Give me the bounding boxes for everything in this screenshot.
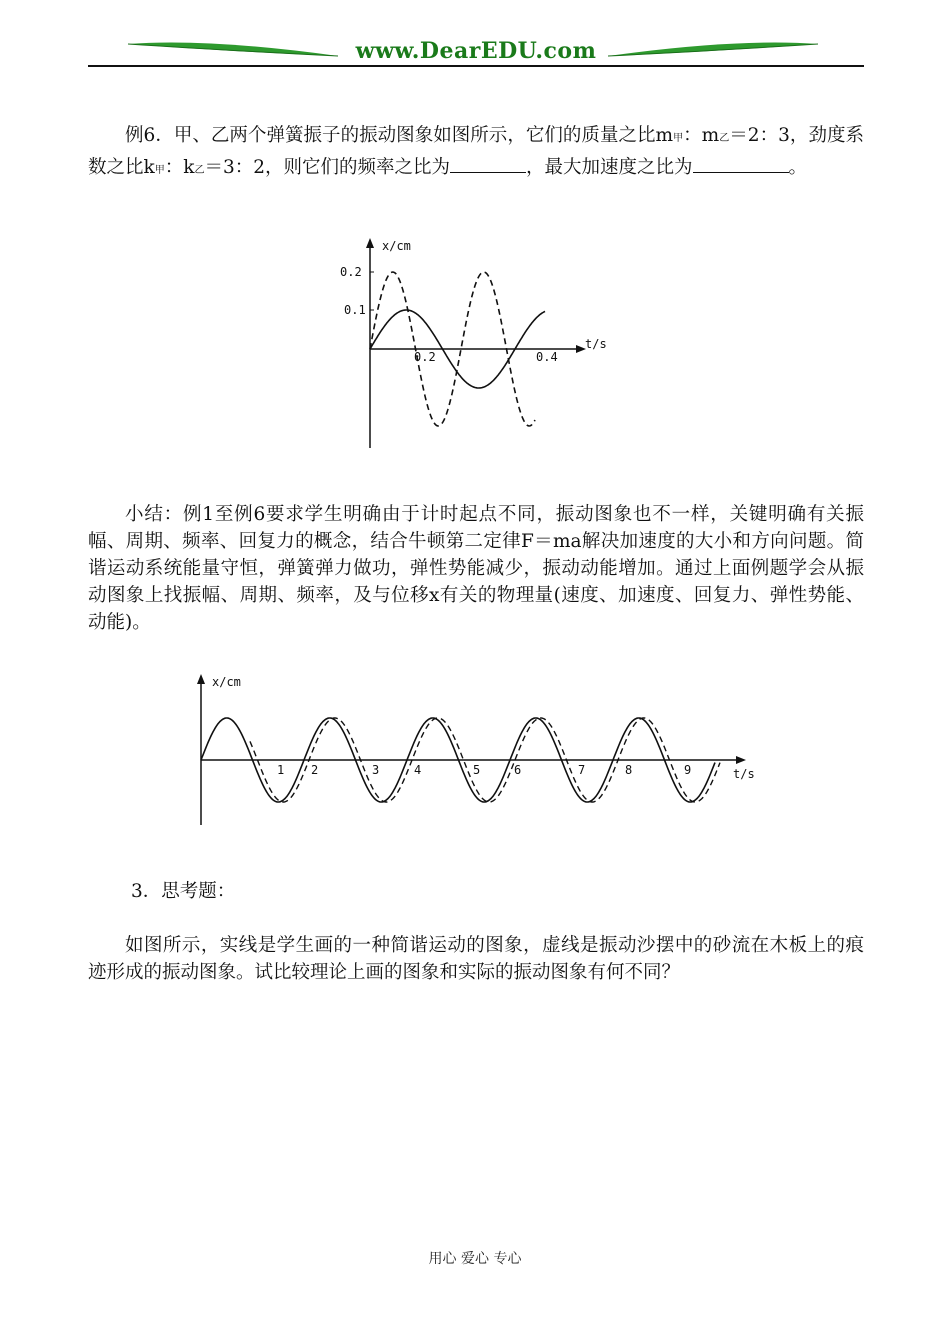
fig1-x-tick-0-4: 0.4 bbox=[536, 350, 558, 364]
sub-jia-2: 甲 bbox=[154, 165, 165, 176]
example6-text-7: 。 bbox=[788, 157, 808, 178]
fig1-y-tick-0-1: 0.1 bbox=[344, 303, 366, 317]
example6-text-4: ：k bbox=[164, 157, 195, 178]
fig2-x-tick-6: 6 bbox=[514, 763, 522, 777]
example6-paragraph bbox=[88, 122, 864, 184]
sub-yi-2: 乙 bbox=[194, 165, 205, 176]
example6-text-1: 例6．甲、乙两个弹簧振子的振动图象如图所示，它们的质量之比m bbox=[125, 125, 674, 146]
header-rule bbox=[88, 65, 864, 67]
question-paragraph: 如图所示，实线是学生画的一种简谐运动的图象，虚线是振动沙摆中的砂流在木板上的痕迹形成的振动图象。试比较理论上画的图象和实际的振动图象有何不同？ bbox=[88, 935, 864, 983]
fig2-y-arrow bbox=[197, 674, 205, 684]
fig2-x-tick-labels bbox=[277, 763, 691, 777]
fig1-x-tick-0-2: 0.2 bbox=[414, 350, 436, 364]
example6-text-5: ＝3：2，则它们的频率之比为 bbox=[204, 157, 450, 178]
example6-text-6: ，最大加速度之比为 bbox=[525, 157, 693, 178]
example6-text-2: ：m bbox=[683, 125, 720, 146]
example6-text-3: ＝2：3，劲度系数之比k bbox=[88, 125, 865, 178]
answer-blank-acceleration[interactable] bbox=[693, 152, 789, 173]
fig1-y-tick-0-2: 0.2 bbox=[340, 265, 362, 279]
fig1-y-arrow bbox=[366, 238, 374, 248]
fig2-x-label: t/s bbox=[733, 767, 755, 781]
answer-blank-frequency[interactable] bbox=[450, 152, 526, 173]
sub-yi-1: 乙 bbox=[719, 133, 730, 144]
page-footer: 用心 爱心 专心 bbox=[428, 1251, 522, 1267]
fig2-x-tick-8: 8 bbox=[625, 763, 633, 777]
fig2-x-tick-9: 9 bbox=[684, 763, 692, 777]
fig1-x-label: t/s bbox=[585, 337, 607, 351]
fig2-y-label: x/cm bbox=[212, 675, 241, 689]
fig2-x-tick-5: 5 bbox=[473, 763, 481, 777]
fig2-x-tick-7: 7 bbox=[578, 763, 586, 777]
section3-title: 3．思考题： bbox=[131, 881, 236, 902]
sub-jia-1: 甲 bbox=[673, 133, 684, 144]
fig2-x-tick-1: 1 bbox=[277, 763, 285, 777]
figure1-vibration-graph bbox=[330, 232, 620, 452]
fig2-x-tick-3: 3 bbox=[372, 763, 380, 777]
fig2-x-tick-2: 2 bbox=[311, 763, 319, 777]
fig2-x-arrow bbox=[736, 756, 746, 764]
site-logo-text: www.DearEDU.com bbox=[355, 38, 597, 64]
figure2-vibration-graph bbox=[180, 670, 770, 830]
fig1-y-label: x/cm bbox=[382, 239, 411, 253]
summary-paragraph: 小结：例1至例6要求学生明确由于计时起点不同，振动图象也不一样，关键明确有关振幅、周期、频率、回复力的概念，结合牛顿第二定律F＝ma解决加速度的大小和方向问题。简谐运动系统能量守恒，弹簧弹力做功，弹性势能减少，振动动能增加。通过上面例题学会从振动图象上找振幅、周期、频率，及与位移x有关的物理量(速度、加速度、回复力、弹性势能、动能)。 bbox=[88, 504, 864, 633]
fig2-x-tick-4: 4 bbox=[414, 763, 422, 777]
page-header bbox=[88, 36, 864, 72]
